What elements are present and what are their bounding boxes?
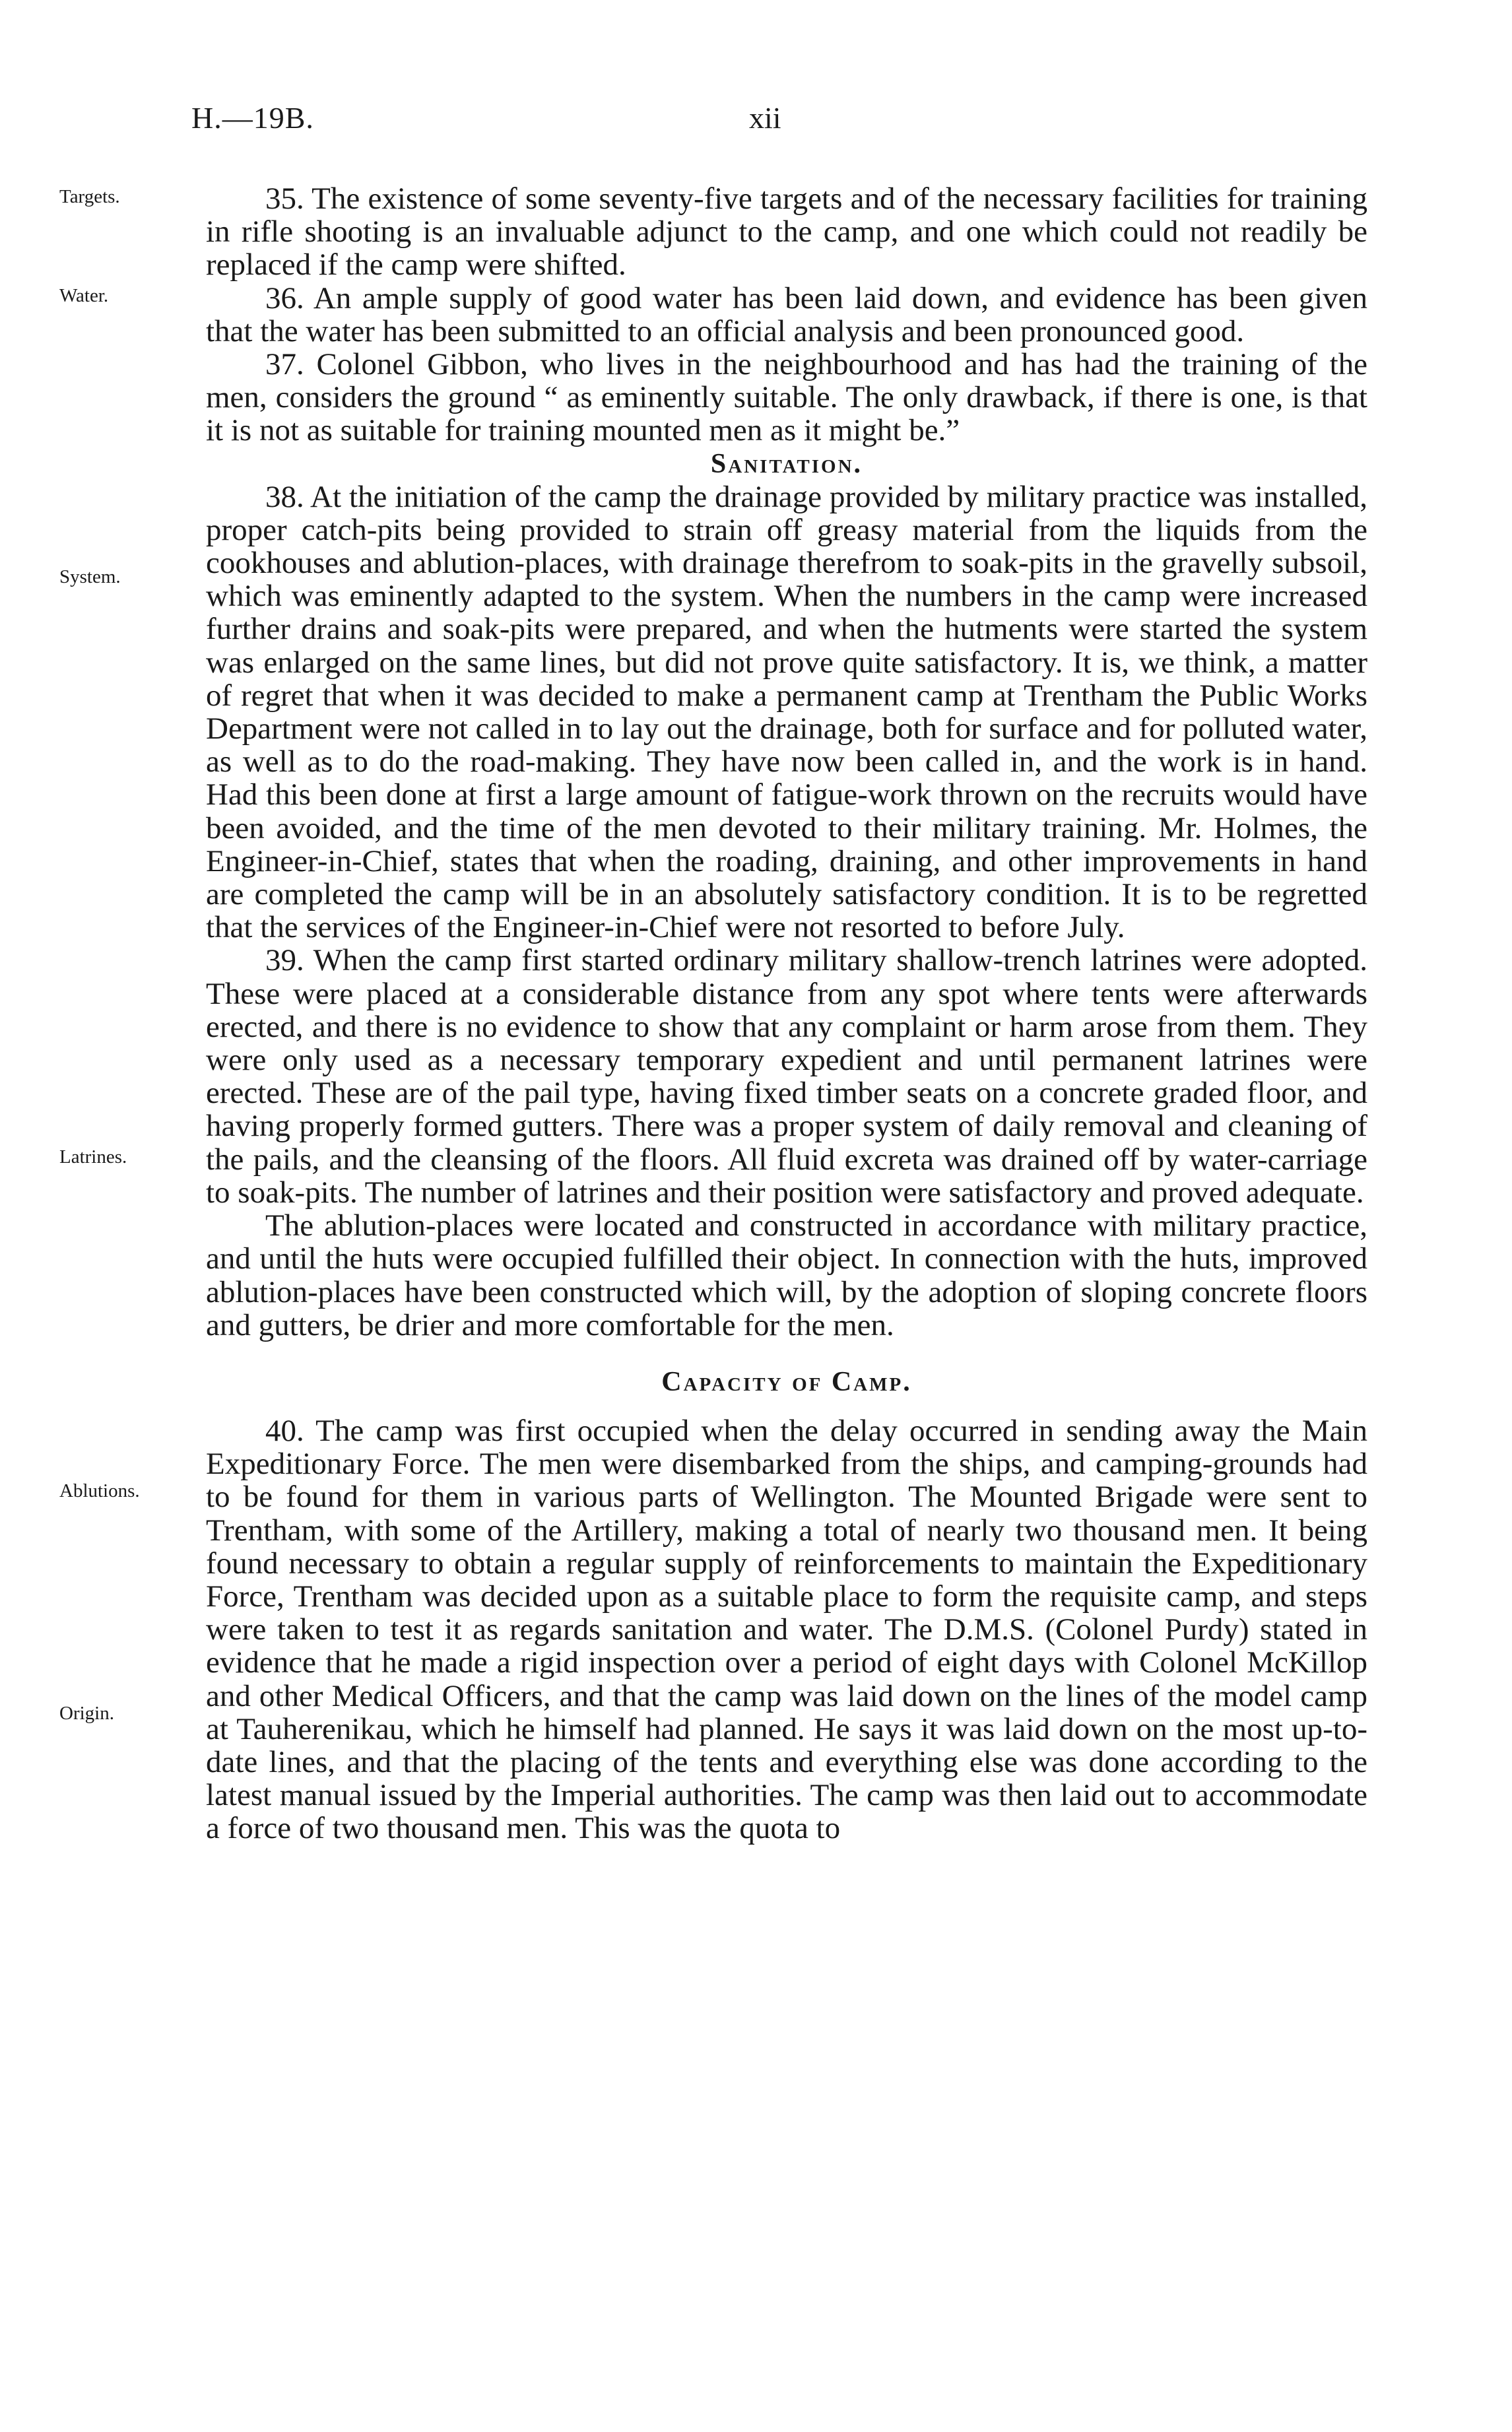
paragraph-40: 40. The camp was first occupied when the delay occurred in sending away the Main Expeditionary Force. The men were disembarked from the ships, and camping-grounds had to be found for them in various parts of Wellington. The Mounted Brigade were sent to Trentham, with some of the Artillery, making a total of nearly two thousand men. It being found necessary to obtain a regular supply of reinforcements to maintain the Expeditionary Force, Trentham was decided upon as a suitable place to form the requisite camp, and steps were taken to test it as regards sanitation and water. The D.M.S. (Colonel Purdy) stated in evidence that he made a rigid inspection over a period of eight days with Colonel McKillop and other Medical Officers, and that the camp was laid down on the lines of the model camp at Tauherenikau, which he himself had planned. He says it was laid down on the most up-to-date lines, and that the placing of the tents and everything else was done according to the latest manual issued by the Imperial authorities. The camp was then laid out to accommodate a force of two thousand men. This was the quota to (206, 1413, 1367, 1846)
page-number: xii (749, 101, 781, 135)
margin-note-water: Water. (59, 285, 109, 306)
body-text (206, 182, 1367, 1845)
paragraph-ablutions: The ablution-places were located and constructed in accordance with military practice, and until the huts were occupied fulfilled their object. In connection with the huts, improved ablution-places have been constructed which will, by the adoption of sloping concrete floors and gutters, be drier and more comfortable for the men. (206, 1208, 1367, 1342)
paragraph-38: 38. At the initiation of the camp the drainage provided by military practice was installed, proper catch-pits being provided to strain off greasy material from the liquids from the cookhouses and ablution-places, with drainage therefrom to soak-pits in the gravelly subsoil, which was eminently adapted to the system. When the numbers in the camp were increased further drains and soak-pits were prepared, and when the hutments were started the system was enlarged on the same lines, but did not prove quite satisfactory. It is, we think, a matter of regret that when it was decided to make a permanent camp at Trentham the Public Works Department were not called in to lay out the drainage, both for surface and for polluted water, as well as to do the road-making. They have now been called in, and the work is in hand. Had this been done at first a large amount of fatigue-work thrown on the recruits would have been avoided, and the time of the men devoted to their military training. Mr. Holmes, the Engineer-in-Chief, states that when the roading, draining, and other improvements in hand are completed the camp will be in an absolutely satisfactory condition. It is to be regretted that the services of the Engineer-in-Chief were not resorted to before July. (206, 479, 1367, 945)
heading-sanitation: Sanitation. (710, 448, 863, 479)
margin-note-system: System. (59, 566, 121, 587)
heading-capacity-of-camp: Capacity of Camp. (661, 1366, 912, 1397)
paragraph-36: 36. An ample supply of good water has been laid down, and evidence has been given that the water has been submitted to an official analysis and been pronounced good. (206, 280, 1367, 348)
document-reference: H.—19B. (191, 101, 314, 135)
margin-note-origin: Origin. (59, 1703, 114, 1724)
margin-note-ablutions: Ablutions. (59, 1480, 140, 1501)
paragraph-35: 35. The existence of some seventy-five targets and of the necessary facilities for training in rifle shooting is an invaluable adjunct to the camp, and one which could not readily be replaced if the camp were shifted. (206, 181, 1367, 282)
margin-note-targets: Targets. (59, 186, 120, 207)
paragraph-37: 37. Colonel Gibbon, who lives in the neighbourhood and has had the training of the men, considers the ground “ as eminently suitable. The only drawback, if there is one, is that it is not as suitable for training mounted men as it might be.” (206, 347, 1367, 448)
paragraph-39: 39. When the camp first started ordinary military shallow-trench latrines were adopted. These were placed at a considerable distance from any spot where tents were afterwards erected, and there is no evidence to show that any complaint or harm arose from them. They were only used as a necessary temporary expedient and until permanent latrines were erected. These are of the pail type, having fixed timber seats on a concrete graded floor, and having properly formed gutters. There was a proper system of daily removal and cleaning of the pails, and the cleansing of the floors. All fluid excreta was drained off by water-carriage to soak-pits. The number of latrines and their position were satisfactory and proved adequate. (206, 943, 1367, 1210)
margin-note-latrines: Latrines. (59, 1146, 127, 1167)
